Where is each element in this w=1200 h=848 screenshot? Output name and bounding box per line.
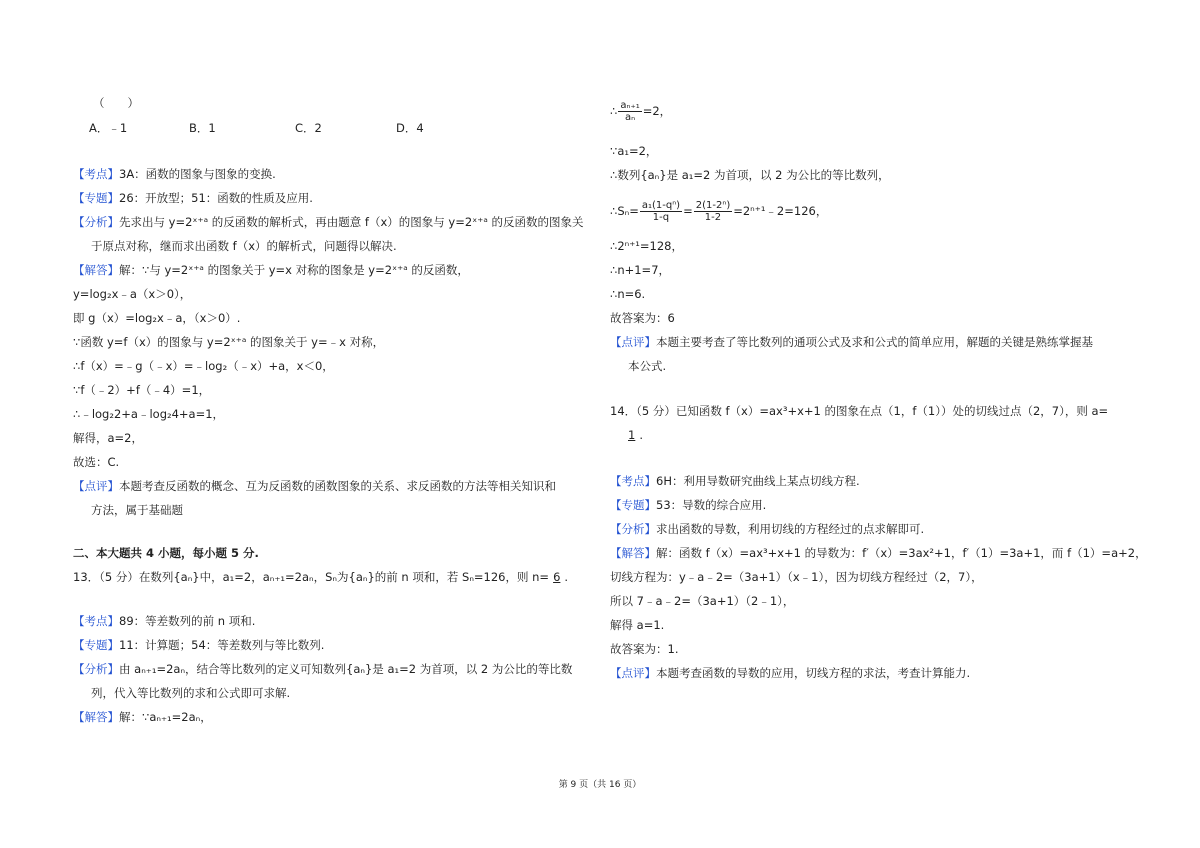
ratio-result: =2， (642, 104, 672, 118)
ratio-fraction (618, 100, 641, 123)
jieda-text: 解：∵与 y=2ˣ⁺ᵃ 的图象关于 y=x 对称的图象是 y=2ˣ⁺ᵃ 的反函数， (119, 263, 469, 277)
fenxi-tag: 【分析】 (73, 215, 119, 229)
dianping-continuation: 方法，属于基础题 (91, 503, 183, 517)
fraction-denominator: aₙ (624, 112, 636, 123)
choice-brackets: （ ） (93, 96, 139, 110)
solution-line: ∴2ⁿ⁺¹=128， (610, 239, 683, 253)
fraction-denominator: 1-q (652, 212, 670, 223)
question-13-answer: 6 (553, 570, 561, 584)
question-13-end: . (564, 570, 569, 584)
question-13-text: 13．（5 分）在数列{aₙ}中，a₁=2，aₙ₊₁=2aₙ，Sₙ为{aₙ}的前 n 项和，若 Sₙ=126，则 n= (73, 570, 550, 584)
question-14: 14．（5 分）已知函数 f（x）=ax³+x+1 的图象在点（1，f（1））处的切线过点（2，7），则 a= (610, 404, 1109, 418)
solution-line: ∴f（x）=﹣g（﹣x）=﹣log₂（﹣x）+a，x＜0， (73, 359, 334, 373)
kaodian-text: 3A：函数的图象与图象的变换. (119, 167, 276, 181)
fraction-denominator: 1-2 (704, 212, 722, 223)
solution-line: 解得，a=2， (73, 431, 143, 445)
answer-line: 故答案为：1. (610, 642, 679, 656)
zhuanti-line (610, 498, 766, 512)
kaodian-tag: 【考点】 (73, 167, 119, 181)
fenxi-line (610, 522, 924, 536)
solution-line: ∴n=6. (610, 287, 646, 301)
fenxi-tag: 【分析】 (73, 662, 119, 676)
question-14-answer: 1 (628, 428, 636, 442)
jieda-line (73, 710, 212, 724)
fraction-numerator: a₁(1-qⁿ) (641, 200, 681, 211)
dianping-line (73, 479, 556, 493)
dianping-tag: 【点评】 (73, 479, 119, 493)
option-b: B．1 (189, 121, 216, 135)
page-footer: 第 9 页（共 16 页） (558, 780, 642, 790)
zhuanti-tag: 【专题】 (73, 191, 119, 205)
jieda-tag: 【解答】 (610, 546, 656, 560)
solution-line: 解得 a=1. (610, 618, 665, 632)
kaodian-tag: 【考点】 (73, 614, 119, 628)
option-c: C．2 (295, 121, 322, 135)
solution-line: ∵f（﹣2）+f（﹣4）=1， (73, 383, 211, 397)
answer-line: 故答案为：6 (610, 311, 675, 325)
kaodian-line (73, 614, 255, 628)
therefore-symbol: ∴ (610, 104, 618, 118)
solution-line: ∴n+1=7， (610, 263, 671, 277)
dianping-tag: 【点评】 (610, 335, 656, 349)
kaodian-text: 6H：利用导数研究曲线上某点切线方程. (656, 474, 860, 488)
jieda-tag: 【解答】 (73, 710, 119, 724)
jieda-tag: 【解答】 (73, 263, 119, 277)
dianping-text: 本题考查函数的导数的应用，切线方程的求法，考查计算能力. (656, 666, 971, 680)
jieda-line (73, 263, 469, 277)
question-14-end: . (639, 428, 643, 442)
kaodian-tag: 【考点】 (610, 474, 656, 488)
dianping-line (610, 335, 1093, 349)
equals-sign: = (683, 204, 693, 218)
solution-line: ∵函数 y=f（x）的图象与 y=2ˣ⁺ᵃ 的图象关于 y=﹣x 对称， (73, 335, 385, 349)
sum-formula-line (610, 200, 827, 223)
solution-line: y=log₂x﹣a（x＞0）， (73, 287, 192, 301)
option-d: D．4 (396, 121, 424, 135)
solution-line: 切线方程为：y﹣a﹣2=（3a+1）（x﹣1），因为切线方程经过（2，7）， (610, 570, 983, 584)
kaodian-line (73, 167, 276, 181)
solution-line: ∴数列{aₙ}是 a₁=2 为首项，以 2 为公比的等比数列， (610, 168, 890, 182)
zhuanti-tag: 【专题】 (73, 638, 119, 652)
dianping-text: 本题主要考查了等比数列的通项公式及求和公式的简单应用，解题的关键是熟练掌握基 (656, 335, 1093, 349)
fenxi-continuation: 于原点对称，继而求出函数 f（x）的解析式，问题得以解决. (91, 239, 397, 253)
solution-line: 即 g（x）=log₂x﹣a，（x＞0）. (73, 311, 241, 325)
solution-line: 所以 7﹣a﹣2=（3a+1）（2﹣1）， (610, 594, 795, 608)
fenxi-text: 求出函数的导数，利用切线的方程经过的点求解即可. (656, 522, 925, 536)
fraction-numerator: aₙ₊₁ (620, 100, 640, 111)
zhuanti-tag: 【专题】 (610, 498, 656, 512)
fenxi-line (73, 215, 584, 229)
fenxi-line (73, 662, 572, 676)
zhuanti-line (73, 191, 313, 205)
solution-line: 故选：C. (73, 455, 120, 469)
question-14-answer-line (624, 428, 643, 442)
zhuanti-text: 11：计算题；54：等差数列与等比数列. (119, 638, 325, 652)
kaodian-line (610, 474, 860, 488)
sum-fraction-general (640, 200, 682, 223)
solution-line: ∵a₁=2， (610, 144, 658, 158)
fenxi-continuation: 列，代入等比数列的求和公式即可求解. (91, 686, 291, 700)
dianping-text: 本题考查反函数的概念、互为反函数的函数图象的关系、求反函数的方法等相关知识和 (119, 479, 556, 493)
question-13 (73, 570, 568, 584)
jieda-text: 解：函数 f（x）=ax³+x+1 的导数为：f′（x）=3ax²+1，f′（1）=3a+1，而 f（1）=a+2， (656, 546, 1147, 560)
dianping-line (610, 666, 970, 680)
jieda-text: 解：∵aₙ₊₁=2aₙ， (119, 710, 212, 724)
kaodian-text: 89：等差数列的前 n 项和. (119, 614, 256, 628)
section-heading: 二、本大题共 4 小题，每小题 5 分. (73, 546, 259, 560)
solution-line: ∴﹣log₂2+a﹣log₂4+a=1， (73, 407, 225, 421)
sum-fraction-specific (694, 200, 732, 223)
ratio-line (610, 100, 671, 123)
option-a: A．﹣1 (89, 121, 128, 135)
zhuanti-text: 26：开放型；51：函数的性质及应用. (119, 191, 313, 205)
dianping-continuation: 本公式. (628, 359, 667, 373)
zhuanti-text: 53：导数的综合应用. (656, 498, 767, 512)
jieda-line (610, 546, 1147, 560)
fenxi-tag: 【分析】 (610, 522, 656, 536)
sum-result: =2ⁿ⁺¹﹣2=126， (733, 204, 828, 218)
fraction-numerator: 2(1-2ⁿ) (695, 200, 731, 211)
fenxi-text: 由 aₙ₊₁=2aₙ，结合等比数列的定义可知数列{aₙ}是 a₁=2 为首项，以 2 为公比的等比数 (119, 662, 573, 676)
fenxi-text: 先求出与 y=2ˣ⁺ᵃ 的反函数的解析式，再由题意 f（x）的图象与 y=2ˣ⁺ᵃ 的反函数的图象关 (119, 215, 584, 229)
sum-label: ∴Sₙ= (610, 204, 639, 218)
zhuanti-line (73, 638, 324, 652)
dianping-tag: 【点评】 (610, 666, 656, 680)
